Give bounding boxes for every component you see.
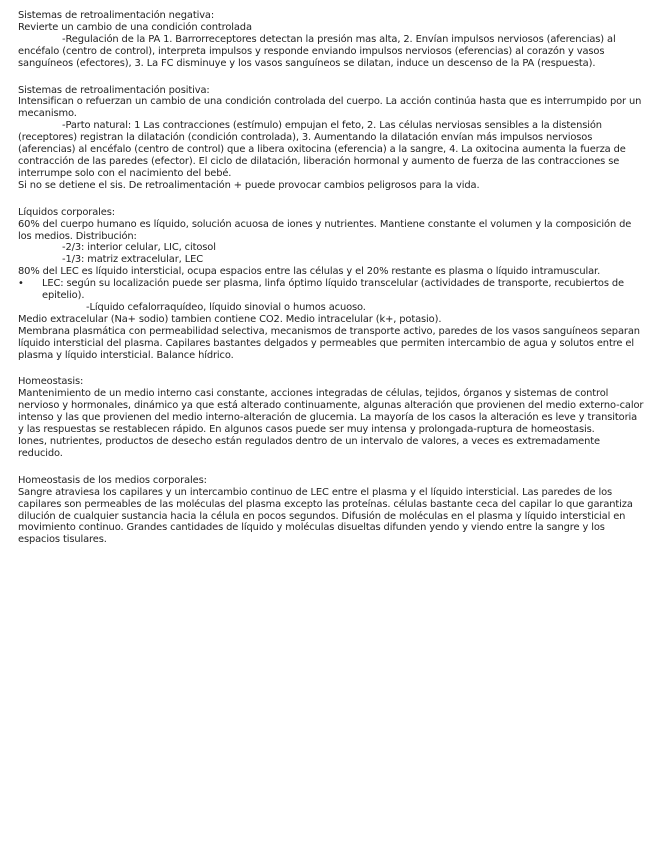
- spacer: [18, 70, 644, 85]
- section-homeostasis-media: [18, 475, 644, 546]
- paragraph: Medio extracelular (Na+ sodio) tambien contiene CO2. Medio intracelular (k+, potasio).: [18, 313, 442, 325]
- paragraph: Sangre atraviesa los capilares y un intercambio continuo de LEC entre el plasma y el líquido intersticial. Las paredes de los capilares son permeables de las moléculas del plasma excepto las proteínas. células bastante ceca del capilar lo que garantiza dilución de cualquier sustancia hacia la célula en pocos segundos. Difusión de moléculas en el plasma y líquido intersticial en movimiento continuo. Grandes cantidades de líquido y moléculas disueltas difunden yendo y viendo entre la sangre y los espacios tisulares.: [18, 486, 633, 546]
- list-item: -2/3: interior celular, LIC, citosol: [62, 242, 216, 254]
- paragraph: 80% del LEC es líquido intersticial, ocupa espacios entre las células y el 20% restante es plasma o líquido intramuscular.: [18, 266, 601, 278]
- bullet-dot: •: [18, 278, 24, 290]
- paragraph: Mantenimiento de un medio interno casi constante, acciones integradas de células, tejidos, órganos y sistemas de control nervioso y hormonales, dinámico ya que está alterado continuamente, algunas alteración que provienen del medio externo-calor intenso y las que provienen del medio interno-alteración de glucemia. La mayoría de los casos la alteración es leve y transitoria y las respuestas se restablecen rápido. En algunos casos puede ser muy intensa y prolongada-ruptura de homeostasis.: [18, 388, 644, 436]
- section-title: Homeostasis:: [18, 376, 84, 388]
- paragraph: Revierte un cambio de una condición controlada: [18, 21, 252, 33]
- list-item: -1/3: matriz extracelular, LEC: [62, 254, 203, 266]
- section-title: Líquidos corporales:: [18, 206, 115, 218]
- section-negative-feedback: [18, 10, 644, 70]
- section-title: Sistemas de retroalimentación positiva:: [18, 84, 210, 96]
- section-positive-feedback: [18, 85, 644, 192]
- section-body-fluids: [18, 207, 644, 362]
- section-title: Homeostasis de los medios corporales:: [18, 474, 207, 486]
- paragraph: -Parto natural: 1 Las contracciones (estímulo) empujan el feto, 2. Las células nerviosas sensibles a la distensión (receptores) registran la dilatación (condición controlada), 3. Aumentando la dilatación envían más impulsos nerviosos (aferencias) al encéfalo (centro de control) que a libera oxitocina (eferencia) a la sangre, 4. La oxitocina aumenta la fuerza de contracción de las paredes (efector). El ciclo de dilatación, liberación hormonal y aumento de fuerza de las contracciones se interrumpe solo con el nacimiento del bebé.: [18, 120, 626, 179]
- paragraph: 60% del cuerpo humano es líquido, solución acuosa de iones y nutrientes. Mantiene constante el volumen y la composición de los medios. Distribución:: [18, 218, 632, 242]
- paragraph: Intensifican o refuerzan un cambio de una condición controlada del cuerpo. La acción continúa hasta que es interrumpido por un mecanismo.: [18, 96, 642, 120]
- bullet-text: LEC: según su localización puede ser plasma, linfa óptimo líquido transcelular (actividades de transporte, recubiertos de epitelio).: [42, 278, 625, 302]
- paragraph: Si no se detiene el sis. De retroalimentación + puede provocar cambios peligrosos para la vida.: [18, 179, 480, 191]
- spacer: [18, 361, 644, 376]
- paragraph: Membrana plasmática con permeabilidad selectiva, mecanismos de transporte activo, paredes de los vasos sanguíneos separan líquido intersticial del plasma. Capilares bastantes delgados y permeables que permiten intercambio de agua y solutos entre el plasma y líquido intersticial. Balance hídrico.: [18, 325, 640, 361]
- spacer: [18, 192, 644, 207]
- section-title: Sistemas de retroalimentación negativa:: [18, 10, 215, 21]
- spacer: [18, 460, 644, 475]
- list-item: -Líquido cefalorraquídeo, líquido sinovial o humos acuoso.: [86, 301, 366, 313]
- bullet-item: [18, 278, 644, 302]
- paragraph: -Regulación de la PA 1. Barrorreceptores detectan la presión mas alta, 2. Envían impulsos nerviosos (aferencias) al encéfalo (centro de control), interpreta impulsos y responde enviando impulsos nerviosos (eferencias) al corazón y vasos sanguíneos (efectores), 3. La FC disminuye y los vasos sanguíneos se dilatan, induce un descenso de la PA (respuesta).: [18, 33, 616, 69]
- section-homeostasis: [18, 376, 644, 459]
- paragraph: Iones, nutrientes, productos de desecho están regulados dentro de un intervalo de valores, a veces es extremadamente reducido.: [18, 436, 600, 459]
